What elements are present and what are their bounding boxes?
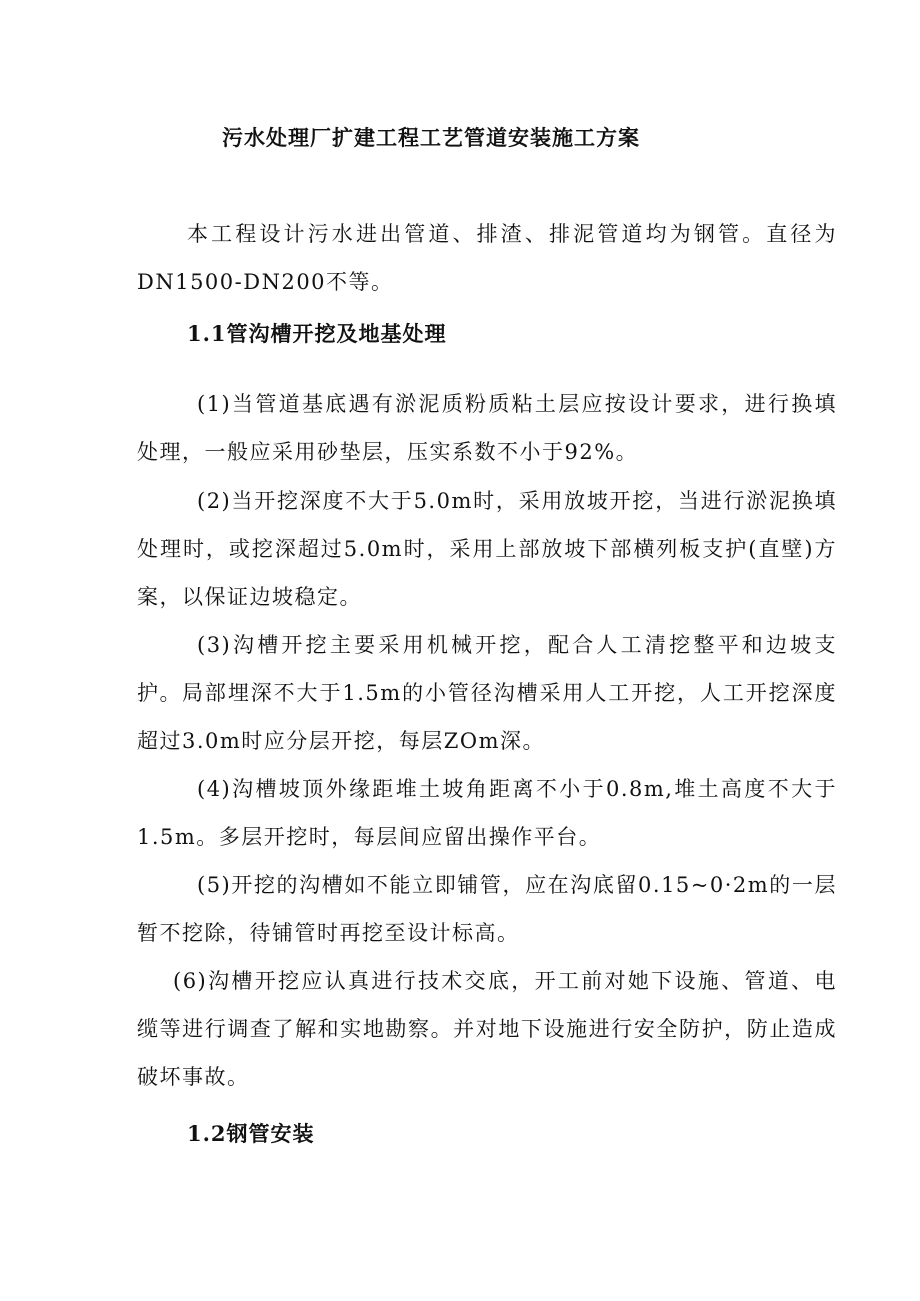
paragraph-item-2: (2)当开挖深度不大于5.0m时，采用放坡开挖，当进行淤泥换填处理时，或挖深超过5.0m时，采用上部放坡下部横列板支护(直壁)方案，以保证边坡稳定。 [137, 489, 837, 609]
paragraph-item-1: (1)当管道基底遇有淤泥质粉质粘土层应按设计要求，进行换填处理，一般应采用砂垫层，压实系数不小于92%。 [137, 392, 837, 464]
paragraph-item-6: (6)沟槽开挖应认真进行技术交底，开工前对她下设施、管道、电缆等进行调查了解和实地勘察。并对地下设施进行安全防护，防止造成破坏事故。 [137, 969, 837, 1089]
paragraph-item-3-continued: 局部埋深不大于1.5m的小管径沟槽采用人工开挖，人工开挖深度超过3.0m时应分层开挖，每层ZOm深。 [137, 681, 837, 753]
intro-paragraph: 本工程设计污水进出管道、排渣、排泥管道均为钢管。直径为DN1500-DN200不等。 [137, 222, 837, 294]
paragraph-item-3: (3)沟槽开挖主要采用机械开挖，配合人工清挖整平和边坡支护。 [137, 633, 837, 705]
paragraph-item-4: (4)沟槽坡顶外缘距堆土坡角距离不小于0.8m,堆土高度不大于1.5m。多层开挖时，每层间应留出操作平台。 [137, 777, 837, 849]
section-heading-1-2: 1.2钢管安装 [187, 1121, 315, 1146]
paragraph-item-5: (5)开挖的沟槽如不能立即铺管，应在沟底留0.15~0·2m的一层暂不挖除，待铺管时再挖至设计标高。 [137, 873, 837, 945]
document-title: 污水处理厂扩建工程工艺管道安装施工方案 [222, 125, 640, 150]
section-heading-1-1: 1.1管沟槽开挖及地基处理 [187, 321, 447, 346]
